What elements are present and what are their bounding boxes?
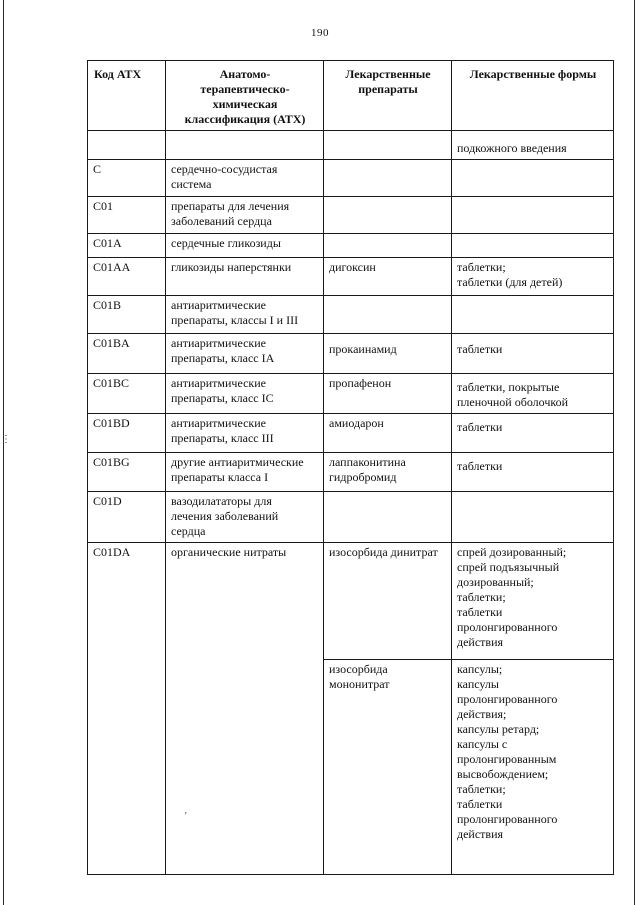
- cell-forms: подкожного введения: [452, 131, 614, 160]
- cell-drug: изосорбида мононитрат: [324, 660, 452, 875]
- table-row: [88, 197, 614, 234]
- table-row: [88, 258, 614, 296]
- cell-forms: спрей дозированный; спрей подъязычный дозированный; таблетки; таблетки пролонгированного действия: [452, 543, 614, 660]
- cell-classification: антиаритмические препараты, класс IA: [166, 334, 324, 374]
- cell-drug: [324, 131, 452, 160]
- table-row: [88, 296, 614, 334]
- cell-drug: пропафенон: [324, 374, 452, 414]
- cell-forms: таблетки, покрытые пленочной оболочкой: [452, 374, 614, 414]
- table-row: [88, 131, 614, 160]
- cell-drug: лаппаконитина гидробромид: [324, 453, 452, 492]
- cell-drug: дигоксин: [324, 258, 452, 296]
- cell-forms: [452, 160, 614, 197]
- cell-forms: таблетки: [452, 334, 614, 374]
- cell-drug: [324, 234, 452, 258]
- cell-classification: антиаритмические препараты, классы I и III: [166, 296, 324, 334]
- atx-table: [87, 60, 614, 875]
- cell-code: C01A: [88, 234, 166, 258]
- cell-drug: изосорбида динитрат: [324, 543, 452, 660]
- cell-drug: [324, 160, 452, 197]
- margin-mark: ⋮: [1, 434, 11, 445]
- cell-code: C: [88, 160, 166, 197]
- table-row: [88, 453, 614, 492]
- table-row: [88, 374, 614, 414]
- cell-classification: [166, 131, 324, 160]
- cell-drug: [324, 296, 452, 334]
- cell-code: C01BC: [88, 374, 166, 414]
- cell-code: C01DA: [88, 543, 166, 875]
- table-row: [88, 334, 614, 374]
- table-row: [88, 414, 614, 453]
- cell-forms: таблетки; таблетки (для детей): [452, 258, 614, 296]
- cell-classification: сердечные гликозиды: [166, 234, 324, 258]
- header-forms: Лекарственные формы: [452, 61, 614, 131]
- cell-forms: таблетки: [452, 453, 614, 492]
- cell-code: C01: [88, 197, 166, 234]
- cell-classification: гликозиды наперстянки: [166, 258, 324, 296]
- header-classification: Анатомо- терапевтическо- химическая классификация (АТХ): [166, 61, 324, 131]
- cell-drug: [324, 197, 452, 234]
- cell-code: C01BG: [88, 453, 166, 492]
- header-drugs: Лекарственные препараты: [324, 61, 452, 131]
- cell-drug: прокаинамид: [324, 334, 452, 374]
- cell-code: C01AA: [88, 258, 166, 296]
- cell-code: [88, 131, 166, 160]
- cell-code: C01BD: [88, 414, 166, 453]
- cell-drug: [324, 492, 452, 543]
- cell-forms: капсулы; капсулы пролонгированного действия; капсулы ретард; капсулы с пролонгированным высвобождением; таблетки; таблетки пролонгированного действия: [452, 660, 614, 875]
- cell-classification: препараты для лечения заболеваний сердца: [166, 197, 324, 234]
- header-row: [88, 61, 614, 131]
- cell-drug: амиодарон: [324, 414, 452, 453]
- header-code: Код АТХ: [88, 61, 166, 131]
- cell-code: C01D: [88, 492, 166, 543]
- page-number: 190: [311, 27, 329, 39]
- cell-forms: [452, 234, 614, 258]
- cell-classification: антиаритмические препараты, класс III: [166, 414, 324, 453]
- cell-forms: таблетки: [452, 414, 614, 453]
- cell-classification: другие антиаритмические препараты класса I: [166, 453, 324, 492]
- cell-forms: [452, 197, 614, 234]
- table-row: [88, 160, 614, 197]
- scan-edge-left: [3, 0, 4, 905]
- table-row: [88, 492, 614, 543]
- stray-mark: ‚: [184, 805, 188, 816]
- cell-code: C01BA: [88, 334, 166, 374]
- table-row-c01da-a: [88, 543, 614, 660]
- cell-code: C01B: [88, 296, 166, 334]
- cell-classification: органические нитраты: [166, 543, 324, 875]
- cell-forms: [452, 296, 614, 334]
- scan-edge-right: [634, 0, 635, 905]
- cell-forms: [452, 492, 614, 543]
- cell-classification: антиаритмические препараты, класс IC: [166, 374, 324, 414]
- table-row: [88, 234, 614, 258]
- cell-classification: вазодилататоры для лечения заболеваний сердца: [166, 492, 324, 543]
- cell-classification: сердечно-сосудистая система: [166, 160, 324, 197]
